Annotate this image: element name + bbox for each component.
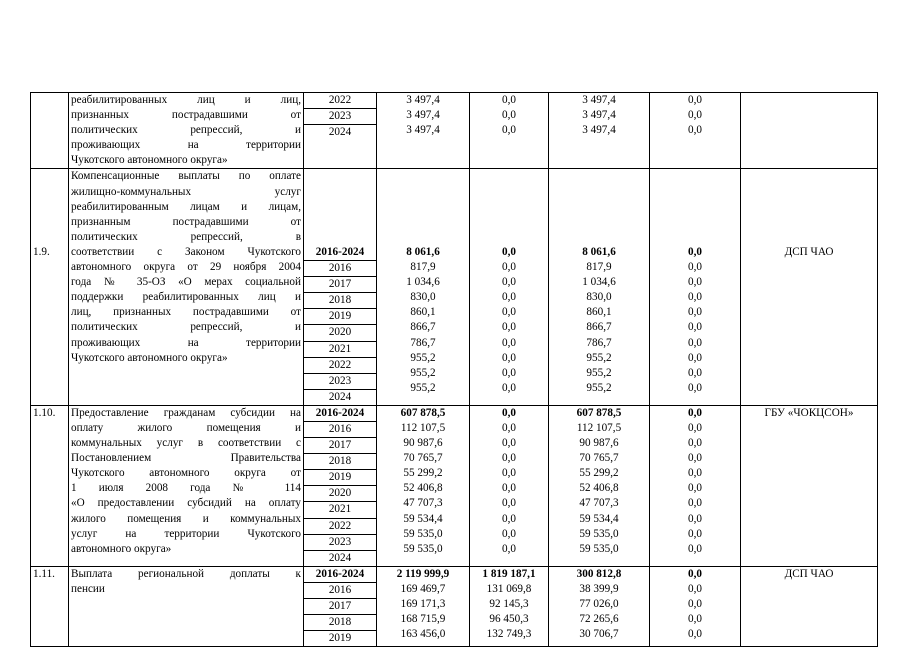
total-amount: 3 497,4 [406, 94, 440, 106]
description-line: «О предоставлении субсидий на оплату [71, 497, 301, 510]
period: 2018 [304, 293, 376, 309]
period: 2016-2024 [304, 245, 376, 261]
total-amount: 817,9 [410, 261, 436, 274]
executor-name: ГБУ «ЧОКЦСОН» [764, 406, 854, 419]
municipal-amount: 0,0 [688, 598, 702, 610]
federal-amount: 0,0 [502, 321, 516, 334]
okrug-amount: 817,9 [586, 261, 612, 274]
period: 2024 [328, 390, 352, 403]
period: 2016-2024 [304, 567, 376, 583]
okrug-cell [549, 566, 650, 646]
municipal-cell [650, 93, 741, 169]
executor-cell [741, 566, 878, 646]
okrug-amount: 72 265,6 [579, 613, 619, 626]
period: 2018 [304, 615, 376, 631]
description-line: Компенсационные выплаты по оплате [71, 170, 301, 183]
item-description-cell [69, 93, 304, 169]
municipal-amount: 0,0 [688, 276, 702, 289]
description-line: автономного округа» [71, 542, 172, 555]
okrug-amount: 70 765,7 [579, 452, 619, 465]
okrug-amount: 55 299,2 [579, 467, 619, 480]
municipal-amount: 0,0 [688, 124, 702, 137]
federal-amount: 0,0 [502, 512, 516, 525]
okrug-amount: 1 034,6 [582, 276, 616, 289]
okrug-amount: 3 497,4 [582, 94, 616, 106]
municipal-amount: 0,0 [688, 628, 702, 641]
description-line: пенсии [71, 582, 105, 595]
municipal-amount: 0,0 [688, 512, 702, 525]
federal-amount: 0,0 [502, 482, 516, 495]
federal-amount: 96 450,3 [489, 613, 529, 626]
item-number: 1.11. [33, 567, 55, 580]
municipal-cell [650, 169, 741, 405]
description-line: соответствии с Законом Чукотского [71, 245, 301, 258]
year-cell [304, 169, 377, 405]
period: 2022 [304, 93, 376, 109]
total-amount: 3 497,4 [406, 109, 440, 122]
period: 2020 [304, 486, 376, 502]
description-line: проживающих на территории [71, 139, 301, 152]
okrug-amount: 30 706,7 [579, 628, 619, 641]
period: 2022 [304, 358, 376, 374]
item-number: 1.9. [33, 245, 50, 258]
total-amount: 860,1 [410, 306, 436, 319]
total-amount: 59 535,0 [403, 527, 443, 540]
period: 2024 [328, 126, 352, 139]
municipal-amount: 0,0 [688, 452, 702, 465]
total-amount: 168 715,9 [400, 613, 446, 626]
total-amount: 55 299,2 [403, 467, 443, 480]
okrug-amount: 8 061,6 [582, 245, 616, 258]
description-line: Чукотского автономного округа от [71, 467, 301, 480]
table-row [31, 169, 878, 405]
description-line: политических репрессий, и [71, 124, 301, 137]
total-cell [377, 93, 470, 169]
okrug-amount: 866,7 [586, 321, 612, 334]
period: 2019 [328, 632, 352, 645]
item-number-cell [31, 169, 69, 405]
table-row [31, 566, 878, 646]
description-line: проживающих на территории [71, 336, 301, 349]
description-line: признанных пострадавшими от [71, 109, 301, 122]
federal-amount: 0,0 [502, 306, 516, 319]
item-description-cell [69, 405, 304, 566]
description-line: реабилитированным лицам и лицам, [71, 200, 301, 213]
description-line: оплату жилого помещения и [71, 421, 301, 434]
federal-amount: 0,0 [502, 291, 516, 304]
federal-amount: 131 069,8 [486, 582, 532, 595]
period: 2022 [304, 519, 376, 535]
description-line: поддержки реабилитированных лиц и [71, 291, 301, 304]
okrug-amount: 47 707,3 [579, 497, 619, 510]
okrug-amount: 607 878,5 [576, 406, 622, 419]
executor-cell [741, 93, 878, 169]
total-cell [377, 169, 470, 405]
total-amount: 59 534,4 [403, 512, 443, 525]
federal-amount: 0,0 [502, 276, 516, 289]
federal-amount: 0,0 [502, 109, 516, 122]
description-line: Чукотского автономного округа» [71, 154, 228, 167]
okrug-amount: 955,2 [586, 381, 612, 394]
okrug-amount: 955,2 [586, 351, 612, 364]
total-amount: 59 535,0 [403, 542, 443, 555]
okrug-amount: 3 497,4 [582, 124, 616, 137]
total-amount: 786,7 [410, 336, 436, 349]
okrug-amount: 59 534,4 [579, 512, 619, 525]
total-amount: 163 456,0 [400, 628, 446, 641]
description-line: лиц, признанных пострадавшими от [71, 306, 301, 319]
description-line: 1 июля 2008 года № 114 [71, 482, 301, 495]
total-amount: 3 497,4 [406, 124, 440, 137]
description-line: политических репрессий, в [71, 230, 301, 243]
federal-amount: 0,0 [502, 467, 516, 480]
municipal-cell [650, 566, 741, 646]
municipal-amount: 0,0 [688, 261, 702, 274]
municipal-amount: 0,0 [688, 437, 702, 450]
executor-name: ДСП ЧАО [784, 245, 834, 258]
municipal-amount: 0,0 [688, 321, 702, 334]
total-amount: 90 987,6 [403, 437, 443, 450]
year-cell [304, 566, 377, 646]
okrug-amount: 300 812,8 [576, 567, 622, 580]
total-amount: 955,2 [410, 351, 436, 364]
federal-amount: 132 749,3 [486, 628, 532, 641]
total-cell [377, 566, 470, 646]
federal-amount: 0,0 [502, 527, 516, 540]
total-amount: 169 469,7 [400, 582, 446, 595]
okrug-amount: 830,0 [586, 291, 612, 304]
total-amount: 607 878,5 [400, 406, 446, 419]
period: 2017 [304, 277, 376, 293]
federal-amount: 0,0 [502, 381, 516, 394]
municipal-amount: 0,0 [688, 109, 702, 122]
period: 2019 [304, 309, 376, 325]
federal-cell [470, 405, 549, 566]
municipal-amount: 0,0 [688, 291, 702, 304]
table-row [31, 405, 878, 566]
period: 2016-2024 [304, 406, 376, 422]
municipal-amount: 0,0 [688, 306, 702, 319]
period: 2023 [304, 535, 376, 551]
federal-amount: 0,0 [502, 406, 516, 419]
okrug-amount: 77 026,0 [579, 598, 619, 610]
municipal-amount: 0,0 [688, 582, 702, 595]
okrug-cell [549, 405, 650, 566]
executor-cell [741, 169, 878, 405]
municipal-amount: 0,0 [688, 406, 702, 419]
okrug-cell [549, 93, 650, 169]
item-number-cell [31, 405, 69, 566]
municipal-amount: 0,0 [688, 497, 702, 510]
period: 2023 [304, 374, 376, 390]
total-amount: 866,7 [410, 321, 436, 334]
item-number: 1.10. [33, 406, 56, 419]
total-amount: 47 707,3 [403, 497, 443, 510]
document-page [30, 92, 877, 647]
description-line: Постановлением Правительства [71, 452, 301, 465]
period: 2020 [304, 325, 376, 341]
item-description-cell [69, 566, 304, 646]
total-amount: 112 107,5 [400, 421, 446, 434]
description-line: услуг на территории Чукотского [71, 527, 301, 540]
federal-cell [470, 566, 549, 646]
period: 2021 [304, 502, 376, 518]
item-number [33, 93, 66, 108]
okrug-amount: 860,1 [586, 306, 612, 319]
okrug-cell [549, 169, 650, 405]
total-amount: 1 034,6 [406, 276, 440, 289]
okrug-amount: 955,2 [586, 366, 612, 379]
municipal-cell [650, 405, 741, 566]
total-amount: 955,2 [410, 381, 436, 394]
period: 2021 [304, 342, 376, 358]
description-line: автономного округа от 29 ноября 2004 [71, 261, 301, 274]
municipal-amount: 0,0 [688, 567, 702, 580]
description-line: жилого помещения и коммунальных [71, 512, 301, 525]
period: 2017 [304, 438, 376, 454]
okrug-amount: 112 107,5 [576, 421, 622, 434]
description-line: реабилитированных лиц и лиц, [71, 94, 301, 106]
description-line: жилищно-коммунальных услуг [71, 185, 301, 198]
table-row [31, 93, 878, 169]
federal-amount: 0,0 [502, 421, 516, 434]
description-line: года № 35-ОЗ «О мерах социальной [71, 276, 301, 289]
okrug-amount: 90 987,6 [579, 437, 619, 450]
municipal-amount: 0,0 [688, 245, 702, 258]
year-cell [304, 405, 377, 566]
description-line: Выплата региональной доплаты к [71, 567, 301, 580]
total-amount: 8 061,6 [406, 245, 440, 258]
program-funding-table [30, 92, 878, 647]
okrug-amount: 59 535,0 [579, 527, 619, 540]
federal-amount: 0,0 [502, 452, 516, 465]
total-amount: 830,0 [410, 291, 436, 304]
total-amount: 52 406,8 [403, 482, 443, 495]
municipal-amount: 0,0 [688, 542, 702, 555]
okrug-amount: 786,7 [586, 336, 612, 349]
okrug-amount: 52 406,8 [579, 482, 619, 495]
period: 2024 [328, 551, 352, 564]
municipal-amount: 0,0 [688, 366, 702, 379]
federal-amount: 0,0 [502, 245, 516, 258]
executor-cell [741, 405, 878, 566]
municipal-amount: 0,0 [688, 467, 702, 480]
federal-amount: 0,0 [502, 542, 516, 555]
period: 2023 [304, 109, 376, 125]
item-number-cell [31, 566, 69, 646]
municipal-amount: 0,0 [688, 482, 702, 495]
description-line: Чукотского автономного округа» [71, 351, 228, 364]
federal-amount: 0,0 [502, 261, 516, 274]
period: 2019 [304, 470, 376, 486]
description-line: коммунальных услуг в соответствии с [71, 437, 301, 450]
municipal-amount: 0,0 [688, 336, 702, 349]
executor-name [743, 93, 875, 108]
executor-name: ДСП ЧАО [784, 567, 834, 580]
federal-amount: 1 819 187,1 [482, 567, 536, 580]
federal-cell [470, 93, 549, 169]
okrug-amount: 38 399,9 [579, 582, 619, 595]
total-amount: 955,2 [410, 366, 436, 379]
description-line: признанным пострадавшими от [71, 215, 301, 228]
federal-amount: 0,0 [502, 437, 516, 450]
item-description-cell [69, 169, 304, 405]
period: 2016 [304, 422, 376, 438]
federal-amount: 0,0 [502, 336, 516, 349]
period: 2016 [304, 261, 376, 277]
municipal-amount: 0,0 [688, 613, 702, 626]
item-number-cell [31, 93, 69, 169]
federal-amount: 92 145,3 [489, 598, 529, 610]
period: 2016 [304, 583, 376, 599]
total-amount: 2 119 999,9 [396, 567, 450, 580]
description-line: Предоставление гражданам субсидии на [71, 406, 301, 419]
federal-amount: 0,0 [502, 124, 516, 137]
municipal-amount: 0,0 [688, 94, 702, 106]
period: 2018 [304, 454, 376, 470]
federal-cell [470, 169, 549, 405]
federal-amount: 0,0 [502, 366, 516, 379]
description-line: политических репрессий, и [71, 321, 301, 334]
municipal-amount: 0,0 [688, 381, 702, 394]
total-amount: 70 765,7 [403, 452, 443, 465]
municipal-amount: 0,0 [688, 421, 702, 434]
year-cell [304, 93, 377, 169]
municipal-amount: 0,0 [688, 351, 702, 364]
federal-amount: 0,0 [502, 94, 516, 106]
okrug-amount: 3 497,4 [582, 109, 616, 122]
table-body [31, 93, 878, 647]
period: 2017 [304, 599, 376, 615]
total-amount: 169 171,3 [400, 598, 446, 610]
federal-amount: 0,0 [502, 497, 516, 510]
municipal-amount: 0,0 [688, 527, 702, 540]
okrug-amount: 59 535,0 [579, 542, 619, 555]
federal-amount: 0,0 [502, 351, 516, 364]
total-cell [377, 405, 470, 566]
